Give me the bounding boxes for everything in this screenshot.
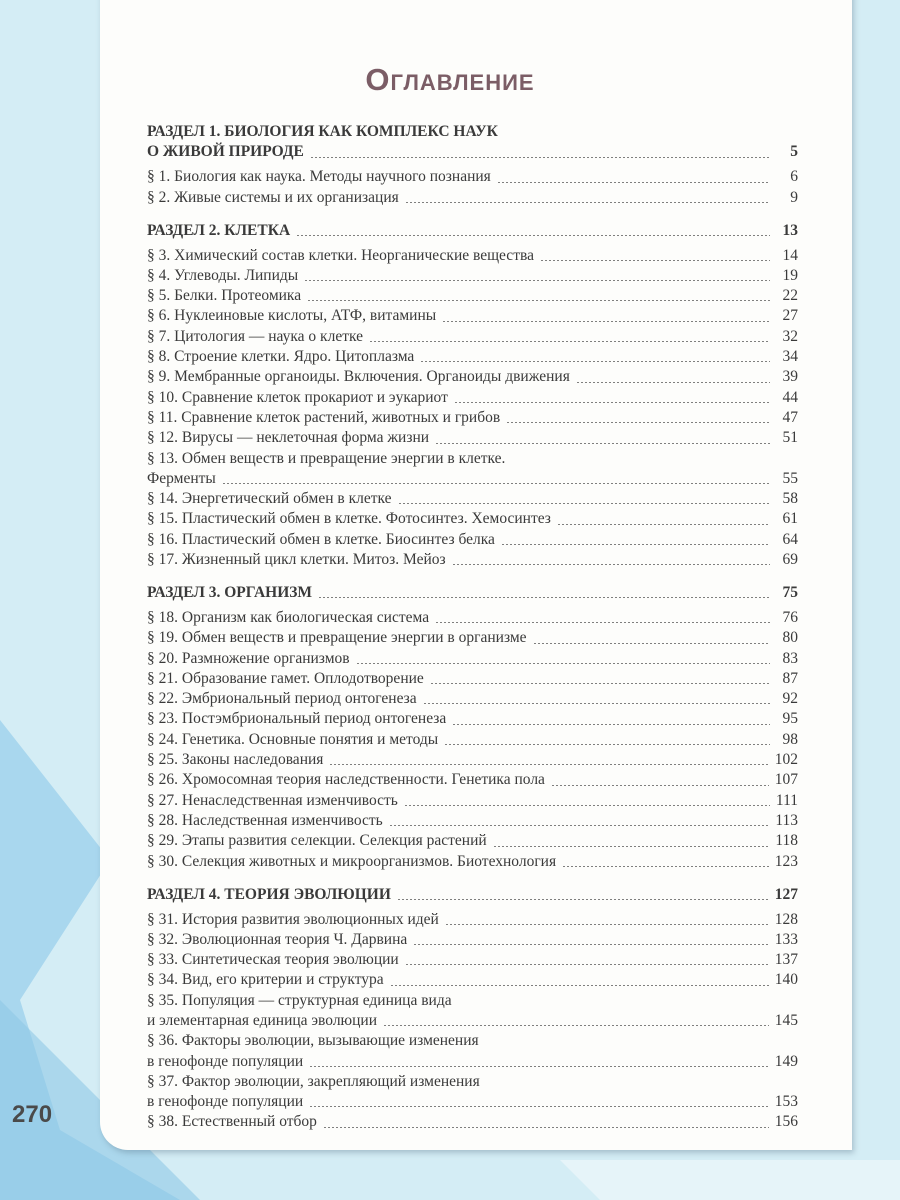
toc-entry-title: § 35. Популяция — структурная единица вида (147, 991, 452, 1009)
toc-page-number: 34 (782, 348, 798, 366)
toc-entry-title: § 19. Обмен веществ и превращение энергии в организме (147, 629, 527, 647)
toc-page-number: 69 (782, 551, 798, 568)
dot-leader (452, 724, 770, 725)
toc-entry-title: § 37. Фактор эволюции, закрепляющий изменения (147, 1072, 480, 1090)
dot-leader (576, 382, 770, 383)
toc-section[interactable] (147, 122, 798, 142)
toc-page-number: 137 (774, 951, 798, 969)
toc-item[interactable] (147, 628, 798, 648)
dot-leader (562, 866, 769, 867)
toc-entry-title: § 14. Энергетический обмен в клетке (147, 490, 392, 508)
dot-leader (309, 1066, 769, 1067)
toc-item[interactable] (147, 750, 798, 770)
toc-page-number: 39 (782, 368, 798, 386)
dot-leader (404, 805, 770, 806)
dot-leader (501, 544, 770, 545)
toc-page-number: 145 (774, 1011, 798, 1029)
dot-leader (413, 944, 768, 945)
toc-item[interactable] (147, 730, 798, 750)
toc-item[interactable] (147, 306, 798, 326)
toc-page-number: 102 (774, 751, 798, 769)
toc-entry-title: § 13. Обмен веществ и превращение энергии в клетке. (147, 449, 506, 467)
dot-leader (390, 985, 769, 986)
toc-page-number: 95 (782, 710, 798, 728)
toc-item[interactable] (147, 327, 798, 347)
toc-page-number: 44 (782, 388, 798, 406)
toc-item[interactable] (147, 689, 798, 709)
page-number: 270 (12, 1101, 53, 1128)
page-title: Оглавление (365, 62, 535, 97)
toc-item[interactable] (147, 1011, 798, 1031)
toc-entry-title: § 4. Углеводы. Липиды (147, 266, 299, 284)
dot-leader (533, 643, 770, 644)
dot-leader (540, 260, 770, 261)
toc-entry-title: § 22. Эмбриональный период онтогенеза (147, 690, 417, 708)
toc-entry-title: § 21. Образование гамет. Оплодотворение (147, 669, 424, 687)
toc-entry-title: § 32. Эволюционная теория Ч. Дарвина (147, 930, 408, 948)
toc-page-number: 83 (782, 649, 798, 667)
toc-page-number: 153 (774, 1093, 798, 1111)
dot-leader (310, 157, 770, 158)
toc-entry-title: § 2. Живые системы и их организация (147, 188, 399, 206)
toc-page-number: 87 (782, 669, 798, 687)
toc-entry-title: § 12. Вирусы — неклеточная форма жизни (147, 429, 430, 447)
dot-leader (329, 764, 768, 765)
toc-entry-title: § 11. Сравнение клеток растений, животных и грибов (147, 408, 501, 426)
toc-item[interactable] (147, 950, 798, 970)
toc-entry-title: Ферменты (147, 469, 216, 487)
toc-item[interactable] (147, 1072, 798, 1092)
toc-item[interactable] (147, 811, 798, 831)
toc-entry-title: РАЗДЕЛ 2. КЛЕТКА (147, 221, 291, 239)
toc-item[interactable] (147, 246, 798, 266)
dot-leader (551, 785, 769, 786)
dot-leader (356, 663, 770, 664)
toc-page-number: 6 (790, 168, 798, 186)
toc-page-number: 128 (774, 910, 798, 928)
toc-item[interactable] (147, 1092, 798, 1112)
dot-leader (420, 361, 770, 362)
toc-entry-title: § 33. Синтетическая теория эволюции (147, 951, 399, 969)
toc-page-number: 9 (790, 188, 798, 206)
toc-page-number: 107 (774, 771, 798, 789)
toc-page-number: 123 (774, 852, 798, 870)
toc-item[interactable] (147, 266, 798, 286)
toc-item[interactable] (147, 1112, 798, 1132)
background-shape (560, 1160, 900, 1200)
toc-page-number: 32 (782, 327, 798, 345)
toc-item[interactable] (147, 489, 798, 509)
dot-leader (304, 280, 770, 281)
toc-entry-title: § 5. Белки. Протеомика (147, 287, 302, 305)
toc-page-number: 92 (782, 690, 798, 708)
toc-page-number: 55 (782, 469, 798, 487)
toc-page-number: 76 (782, 608, 798, 626)
dot-leader (435, 622, 770, 623)
toc-entry-title: § 30. Селекция животных и микроорганизмов. Биотехнология (147, 852, 557, 870)
toc-page-number: 127 (774, 885, 798, 903)
toc-item[interactable] (147, 669, 798, 689)
toc-item[interactable] (147, 791, 798, 811)
toc-entry-title: § 29. Этапы развития селекции. Селекция растений (147, 832, 487, 850)
dot-leader (222, 483, 770, 484)
toc-entry-title: § 38. Естественный отбор (147, 1113, 317, 1131)
dot-leader (405, 964, 769, 965)
toc-entry-title: § 27. Ненаследственная изменчивость (147, 791, 398, 809)
toc-item[interactable] (147, 428, 798, 448)
toc-entry-title: § 23. Постэмбриональный период онтогенеза (147, 710, 447, 728)
toc-entry-title: в генофонде популяции (147, 1093, 304, 1111)
toc-entry-title: О ЖИВОЙ ПРИРОДЕ (147, 143, 304, 161)
toc-entry-title: § 28. Наследственная изменчивость (147, 811, 383, 829)
toc-page-number: 111 (775, 791, 798, 809)
toc-entry-title: § 9. Мембранные органоиды. Включения. Органоиды движения (147, 368, 570, 386)
toc-page-number: 27 (782, 307, 798, 325)
dot-leader (430, 683, 770, 684)
toc-item[interactable] (147, 649, 798, 669)
toc-item[interactable] (147, 509, 798, 529)
toc-entry-title: § 31. История развития эволюционных идей (147, 910, 439, 928)
toc-entry-title: § 16. Пластический обмен в клетке. Биосинтез белка (147, 530, 495, 548)
toc-entry-title: § 15. Пластический обмен в клетке. Фотосинтез. Хемосинтез (147, 510, 551, 528)
toc-item[interactable] (147, 608, 798, 628)
toc-page-number: 149 (774, 1052, 798, 1070)
toc-item[interactable] (147, 1052, 798, 1072)
toc-item[interactable] (147, 930, 798, 950)
toc-item[interactable] (147, 347, 798, 367)
dot-leader (307, 300, 770, 301)
dot-leader (309, 1106, 769, 1107)
toc-page-number: 22 (782, 287, 798, 305)
toc-page-number: 140 (774, 971, 798, 989)
toc-page-number: 64 (782, 530, 798, 548)
toc-item[interactable] (147, 188, 798, 208)
toc-entry-title: § 8. Строение клетки. Ядро. Цитоплазма (147, 348, 415, 366)
toc-entry-title: § 36. Факторы эволюции, вызывающие изменения (147, 1032, 479, 1050)
toc-entry-title: в генофонде популяции (147, 1052, 304, 1070)
toc-section[interactable] (147, 885, 798, 905)
dot-leader (497, 182, 770, 183)
toc-entry-title: РАЗДЕЛ 1. БИОЛОГИЯ КАК КОМПЛЕКС НАУК (147, 123, 498, 140)
toc-entry-title: § 26. Хромосомная теория наследственности. Генетика пола (147, 771, 545, 789)
dot-leader (444, 744, 770, 745)
toc-page-number: 113 (775, 811, 798, 829)
toc-item[interactable] (147, 167, 798, 187)
toc-page-number: 5 (790, 143, 798, 161)
toc-item[interactable] (147, 367, 798, 387)
toc-entry-title: § 34. Вид, его критерии и структура (147, 971, 384, 989)
dot-leader (423, 703, 770, 704)
toc-item[interactable] (147, 831, 798, 851)
dot-leader (435, 443, 770, 444)
toc-item[interactable] (147, 408, 798, 428)
toc-item[interactable] (147, 449, 798, 469)
toc-entry-title: § 3. Химический состав клетки. Неорганические вещества (147, 246, 534, 264)
toc-entry-title: § 1. Биология как наука. Методы научного познания (147, 168, 491, 186)
toc-entry-title: § 18. Организм как биологическая система (147, 608, 430, 626)
dot-leader (397, 899, 769, 900)
dot-leader (369, 341, 770, 342)
toc-item[interactable] (147, 550, 798, 570)
toc-item[interactable] (147, 852, 798, 872)
toc-entry-title: § 17. Жизненный цикл клетки. Митоз. Мейоз (147, 551, 446, 568)
toc-page-number: 13 (782, 221, 798, 239)
toc-item[interactable] (147, 910, 798, 930)
toc-page-number: 156 (774, 1113, 798, 1131)
dot-leader (383, 1025, 769, 1026)
toc-entry-title: § 7. Цитология — наука о клетке (147, 327, 364, 345)
dot-leader (454, 402, 770, 403)
dot-leader (405, 202, 770, 203)
toc-section[interactable] (147, 221, 798, 241)
toc-page-number: 133 (774, 930, 798, 948)
dot-leader (323, 1127, 769, 1128)
toc-entry-title: § 25. Законы наследования (147, 751, 324, 769)
dot-leader (398, 503, 770, 504)
toc-page-number: 61 (782, 510, 798, 528)
toc-item[interactable] (147, 388, 798, 408)
dot-leader (389, 825, 770, 826)
toc-item[interactable] (147, 1031, 798, 1051)
toc-page-number: 14 (782, 246, 798, 264)
toc-item[interactable] (147, 991, 798, 1011)
toc-page-number: 51 (782, 429, 798, 447)
dot-leader (296, 235, 770, 236)
toc-item[interactable] (147, 770, 798, 790)
toc-entry-title: РАЗДЕЛ 3. ОРГАНИЗМ (147, 583, 313, 601)
toc-page-number: 98 (782, 730, 798, 748)
toc-page-number: 118 (775, 832, 798, 850)
toc-section[interactable] (147, 142, 798, 162)
toc-page-number: 19 (782, 266, 798, 284)
toc-section[interactable] (147, 583, 798, 603)
toc-entry-title: и элементарная единица эволюции (147, 1011, 378, 1029)
toc-item[interactable] (147, 530, 798, 550)
toc-entry-title: § 24. Генетика. Основные понятия и методы (147, 730, 439, 748)
toc-page-number: 80 (782, 629, 798, 647)
toc-item[interactable] (147, 970, 798, 990)
dot-leader (445, 924, 769, 925)
toc-item[interactable] (147, 709, 798, 729)
dot-leader (493, 846, 770, 847)
toc-item[interactable] (147, 286, 798, 306)
toc-page-number: 75 (782, 583, 798, 601)
toc-page-number: 47 (782, 408, 798, 426)
dot-leader (318, 597, 770, 598)
toc-entry-title: § 10. Сравнение клеток прокариот и эукариот (147, 388, 448, 406)
toc-item[interactable] (147, 469, 798, 489)
toc-entry-title: РАЗДЕЛ 4. ТЕОРИЯ ЭВОЛЮЦИИ (147, 885, 391, 903)
toc-entry-title: § 20. Размножение организмов (147, 649, 350, 667)
dot-leader (557, 524, 770, 525)
toc-page-number: 58 (782, 490, 798, 508)
dot-leader (452, 564, 770, 565)
table-of-contents (147, 122, 798, 1133)
toc-entry-title: § 6. Нуклеиновые кислоты, АТФ, витамины (147, 307, 437, 325)
dot-leader (506, 422, 770, 423)
dot-leader (442, 321, 770, 322)
